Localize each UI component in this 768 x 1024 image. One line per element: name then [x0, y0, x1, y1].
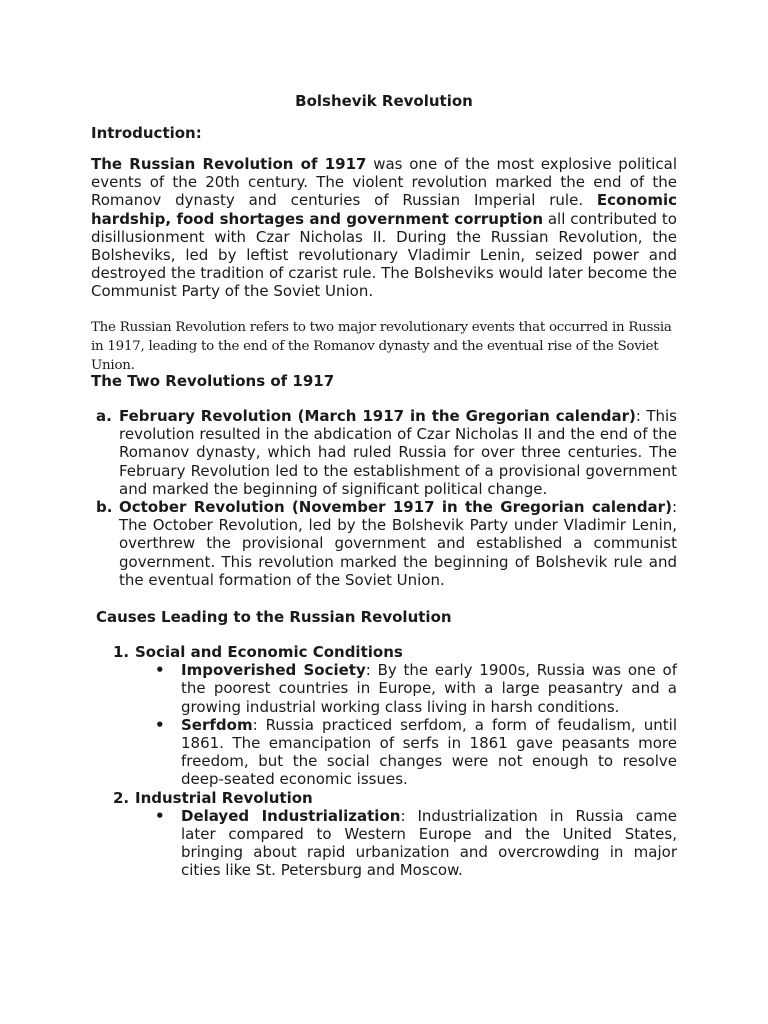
two-revolutions-heading: The Two Revolutions of 1917	[91, 372, 335, 390]
document-title: Bolshevik Revolution	[295, 92, 473, 110]
list-marker: 2.	[113, 788, 130, 807]
intro-paragraph	[91, 155, 677, 301]
causes-list	[113, 643, 677, 880]
sub-item-title: Delayed Industrialization	[181, 806, 401, 825]
intro-mid-bold: Economic hardship, food shortages and government corruption	[91, 191, 677, 228]
list-marker: 1.	[113, 643, 130, 661]
list-item-text: : The October Revolution, led by the Bolshevik Party under Vladimir Lenin, overthrew the provisional government and established a communist government. This revolution marked the beginning of Bolshevik rule and the eventual formation of the Soviet Union.	[119, 498, 677, 589]
list-item-title: October Revolution (November 1917 in the Gregorian calendar)	[119, 498, 672, 517]
sub-item-text: : Russia practiced serfdom, a form of feudalism, until 1861. The emancipation of serfs in 1861 gave peasants more freedom, but the social changes were not enough to resolve deep-seated economic issues.	[181, 715, 677, 789]
serif-paragraph: The Russian Revolution refers to two major revolutionary events that occurred in Russia in 1917, leading to the end of the Romanov dynasty and the eventual rise of the Soviet Union.	[91, 320, 672, 373]
list-marker: a.	[96, 407, 112, 425]
list-item-text: : This revolution resulted in the abdication of Czar Nicholas II and the end of the Romanov dynasty, which had ruled Russia for over three centuries. The February Revolution led to the establishment of a provisional government and marked the beginning of significant political change.	[119, 407, 677, 498]
list-item	[91, 498, 677, 589]
list-item-title: February Revolution (March 1917 in the Gregorian calendar)	[119, 407, 636, 425]
sub-list-item	[135, 807, 677, 880]
sub-list-item	[135, 716, 677, 789]
list-item	[91, 407, 677, 498]
cause-title: Industrial Revolution	[135, 788, 313, 807]
bullet-icon: •	[155, 806, 165, 825]
list-marker: b.	[96, 498, 113, 517]
sub-item-title: Serfdom	[181, 715, 253, 734]
cause-title: Social and Economic Conditions	[135, 643, 403, 661]
sub-list	[135, 807, 677, 880]
intro-heading: Introduction:	[91, 124, 202, 142]
list-item	[113, 789, 677, 880]
sub-list-item	[135, 661, 677, 716]
intro-lead-bold: The Russian Revolution of 1917	[91, 155, 367, 173]
intro-text-1: was one of the most explosive political events of the 20th century. The violent revolution marked the end of the Romanov dynasty and centuries of Russian Imperial rule.	[91, 155, 677, 210]
list-item	[113, 643, 677, 789]
sub-item-text: : By the early 1900s, Russia was one of the poorest countries in Europe, with a large peasantry and a growing industrial working class living in harsh conditions.	[181, 661, 677, 716]
sub-list	[135, 661, 677, 788]
revolutions-list	[91, 407, 677, 589]
bullet-icon: •	[155, 661, 165, 680]
causes-heading: Causes Leading to the Russian Revolution	[96, 608, 452, 626]
intro-text-2: all contributed to disillusionment with Czar Nicholas II. During the Russian Revolution, the Bolsheviks, led by leftist revolutionary Vladimir Lenin, seized power and destroyed the tradition of czarist rule. The Bolsheviks would later become the Communist Party of the Soviet Union.	[91, 209, 677, 301]
bullet-icon: •	[155, 715, 165, 734]
sub-item-title: Impoverished Society	[181, 661, 366, 680]
sub-item-text: : Industrialization in Russia came later compared to Western Europe and the United States, bringing about rapid urbanization and overcrowding in major cities like St. Petersburg and Moscow.	[181, 806, 677, 880]
